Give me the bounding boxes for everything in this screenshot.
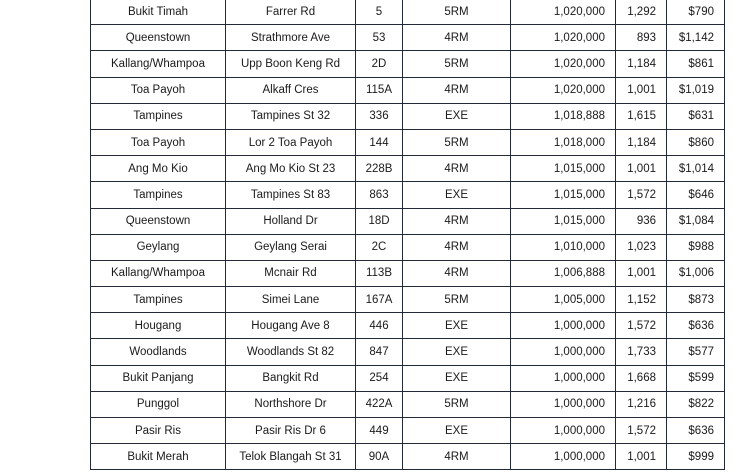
cell-area: 1,615 — [616, 103, 667, 129]
cell-street: Tampines St 83 — [226, 182, 356, 208]
cell-street: Lor 2 Toa Payoh — [226, 129, 356, 155]
cell-street: Mcnair Rd — [226, 260, 356, 286]
cell-area: 1,292 — [616, 0, 667, 25]
cell-flat-type: EXE — [403, 313, 511, 339]
cell-price: 1,000,000 — [511, 313, 616, 339]
cell-street: Ang Mo Kio St 23 — [226, 156, 356, 182]
table-row — [91, 287, 725, 313]
table-row — [91, 208, 725, 234]
cell-price-psf: $636 — [667, 418, 725, 444]
cell-town: Bukit Panjang — [91, 365, 226, 391]
cell-street: Pasir Ris Dr 6 — [226, 418, 356, 444]
cell-block: 254 — [356, 365, 403, 391]
cell-town: Toa Payoh — [91, 129, 226, 155]
cell-block: 115A — [356, 77, 403, 103]
cell-area: 1,733 — [616, 339, 667, 365]
cell-flat-type: EXE — [403, 103, 511, 129]
cell-town: Queenstown — [91, 25, 226, 51]
cell-street: Upp Boon Keng Rd — [226, 51, 356, 77]
cell-area: 1,668 — [616, 365, 667, 391]
cell-price-psf: $577 — [667, 339, 725, 365]
cell-price-psf: $636 — [667, 313, 725, 339]
table-row — [91, 156, 725, 182]
table-row — [91, 25, 725, 51]
cell-street: Northshore Dr — [226, 391, 356, 417]
cell-flat-type: 5RM — [403, 391, 511, 417]
cell-area: 1,572 — [616, 182, 667, 208]
table-row — [91, 129, 725, 155]
table-row — [91, 77, 725, 103]
cell-price-psf: $861 — [667, 51, 725, 77]
cell-price-psf: $790 — [667, 0, 725, 25]
cell-price-psf: $822 — [667, 391, 725, 417]
cell-price: 1,015,000 — [511, 182, 616, 208]
cell-price-psf: $631 — [667, 103, 725, 129]
cell-flat-type: EXE — [403, 339, 511, 365]
cell-block: 2C — [356, 234, 403, 260]
cell-price: 1,010,000 — [511, 234, 616, 260]
cell-block: 5 — [356, 0, 403, 25]
cell-price: 1,020,000 — [511, 25, 616, 51]
cell-block: 422A — [356, 391, 403, 417]
cell-block: 228B — [356, 156, 403, 182]
cell-area: 1,001 — [616, 156, 667, 182]
cell-street: Telok Blangah St 31 — [226, 444, 356, 470]
cell-price: 1,000,000 — [511, 365, 616, 391]
cell-flat-type: 5RM — [403, 0, 511, 25]
cell-area: 1,001 — [616, 260, 667, 286]
table-row — [91, 313, 725, 339]
cell-flat-type: 5RM — [403, 287, 511, 313]
cell-street: Bangkit Rd — [226, 365, 356, 391]
transactions-table-container — [90, 0, 714, 470]
cell-area: 893 — [616, 25, 667, 51]
cell-price: 1,000,000 — [511, 339, 616, 365]
cell-town: Toa Payoh — [91, 77, 226, 103]
cell-area: 1,184 — [616, 129, 667, 155]
cell-price: 1,018,888 — [511, 103, 616, 129]
cell-area: 1,572 — [616, 313, 667, 339]
cell-price-psf: $988 — [667, 234, 725, 260]
cell-price: 1,020,000 — [511, 51, 616, 77]
table-body — [91, 0, 725, 470]
cell-area: 1,001 — [616, 444, 667, 470]
cell-town: Tampines — [91, 103, 226, 129]
cell-town: Bukit Timah — [91, 0, 226, 25]
cell-block: 847 — [356, 339, 403, 365]
cell-flat-type: EXE — [403, 365, 511, 391]
transactions-table — [90, 0, 725, 470]
cell-flat-type: EXE — [403, 182, 511, 208]
cell-price: 1,000,000 — [511, 391, 616, 417]
cell-town: Bukit Merah — [91, 444, 226, 470]
cell-block: 113B — [356, 260, 403, 286]
cell-price-psf: $1,142 — [667, 25, 725, 51]
table-row — [91, 260, 725, 286]
cell-price-psf: $1,014 — [667, 156, 725, 182]
cell-street: Holland Dr — [226, 208, 356, 234]
cell-area: 936 — [616, 208, 667, 234]
cell-area: 1,184 — [616, 51, 667, 77]
table-row — [91, 103, 725, 129]
cell-price-psf: $1,019 — [667, 77, 725, 103]
cell-street: Geylang Serai — [226, 234, 356, 260]
cell-street: Strathmore Ave — [226, 25, 356, 51]
cell-flat-type: 5RM — [403, 51, 511, 77]
cell-price-psf: $1,084 — [667, 208, 725, 234]
table-row — [91, 391, 725, 417]
cell-flat-type: 4RM — [403, 444, 511, 470]
table-row — [91, 51, 725, 77]
cell-price: 1,015,000 — [511, 156, 616, 182]
cell-price: 1,018,000 — [511, 129, 616, 155]
cell-town: Pasir Ris — [91, 418, 226, 444]
cell-block: 449 — [356, 418, 403, 444]
cell-street: Tampines St 32 — [226, 103, 356, 129]
cell-flat-type: 4RM — [403, 260, 511, 286]
cell-area: 1,001 — [616, 77, 667, 103]
cell-town: Tampines — [91, 287, 226, 313]
cell-block: 144 — [356, 129, 403, 155]
cell-block: 53 — [356, 25, 403, 51]
cell-town: Woodlands — [91, 339, 226, 365]
cell-town: Tampines — [91, 182, 226, 208]
cell-price: 1,000,000 — [511, 418, 616, 444]
cell-street: Simei Lane — [226, 287, 356, 313]
cell-town: Kallang/Whampoa — [91, 260, 226, 286]
cell-town: Queenstown — [91, 208, 226, 234]
cell-town: Punggol — [91, 391, 226, 417]
cell-area: 1,572 — [616, 418, 667, 444]
cell-area: 1,216 — [616, 391, 667, 417]
cell-town: Hougang — [91, 313, 226, 339]
cell-price: 1,006,888 — [511, 260, 616, 286]
cell-flat-type: 4RM — [403, 208, 511, 234]
cell-area: 1,023 — [616, 234, 667, 260]
table-row — [91, 182, 725, 208]
cell-block: 446 — [356, 313, 403, 339]
cell-block: 2D — [356, 51, 403, 77]
cell-town: Kallang/Whampoa — [91, 51, 226, 77]
cell-block: 167A — [356, 287, 403, 313]
cell-block: 336 — [356, 103, 403, 129]
cell-area: 1,152 — [616, 287, 667, 313]
cell-block: 90A — [356, 444, 403, 470]
cell-flat-type: EXE — [403, 418, 511, 444]
cell-price-psf: $599 — [667, 365, 725, 391]
cell-street: Alkaff Cres — [226, 77, 356, 103]
cell-price: 1,005,000 — [511, 287, 616, 313]
cell-street: Farrer Rd — [226, 0, 356, 25]
cell-street: Woodlands St 82 — [226, 339, 356, 365]
cell-block: 18D — [356, 208, 403, 234]
cell-price-psf: $873 — [667, 287, 725, 313]
cell-block: 863 — [356, 182, 403, 208]
cell-town: Ang Mo Kio — [91, 156, 226, 182]
cell-flat-type: 4RM — [403, 77, 511, 103]
cell-flat-type: 4RM — [403, 156, 511, 182]
cell-town: Geylang — [91, 234, 226, 260]
cell-price-psf: $999 — [667, 444, 725, 470]
cell-price: 1,000,000 — [511, 444, 616, 470]
cell-flat-type: 4RM — [403, 25, 511, 51]
table-row — [91, 444, 725, 470]
table-row — [91, 234, 725, 260]
table-row — [91, 365, 725, 391]
cell-price-psf: $1,006 — [667, 260, 725, 286]
cell-price: 1,015,000 — [511, 208, 616, 234]
cell-price-psf: $860 — [667, 129, 725, 155]
cell-price: 1,020,000 — [511, 0, 616, 25]
cell-flat-type: 5RM — [403, 129, 511, 155]
cell-street: Hougang Ave 8 — [226, 313, 356, 339]
table-row — [91, 339, 725, 365]
cell-flat-type: 4RM — [403, 234, 511, 260]
table-row — [91, 418, 725, 444]
cell-price: 1,020,000 — [511, 77, 616, 103]
cell-price-psf: $646 — [667, 182, 725, 208]
table-row — [91, 0, 725, 25]
